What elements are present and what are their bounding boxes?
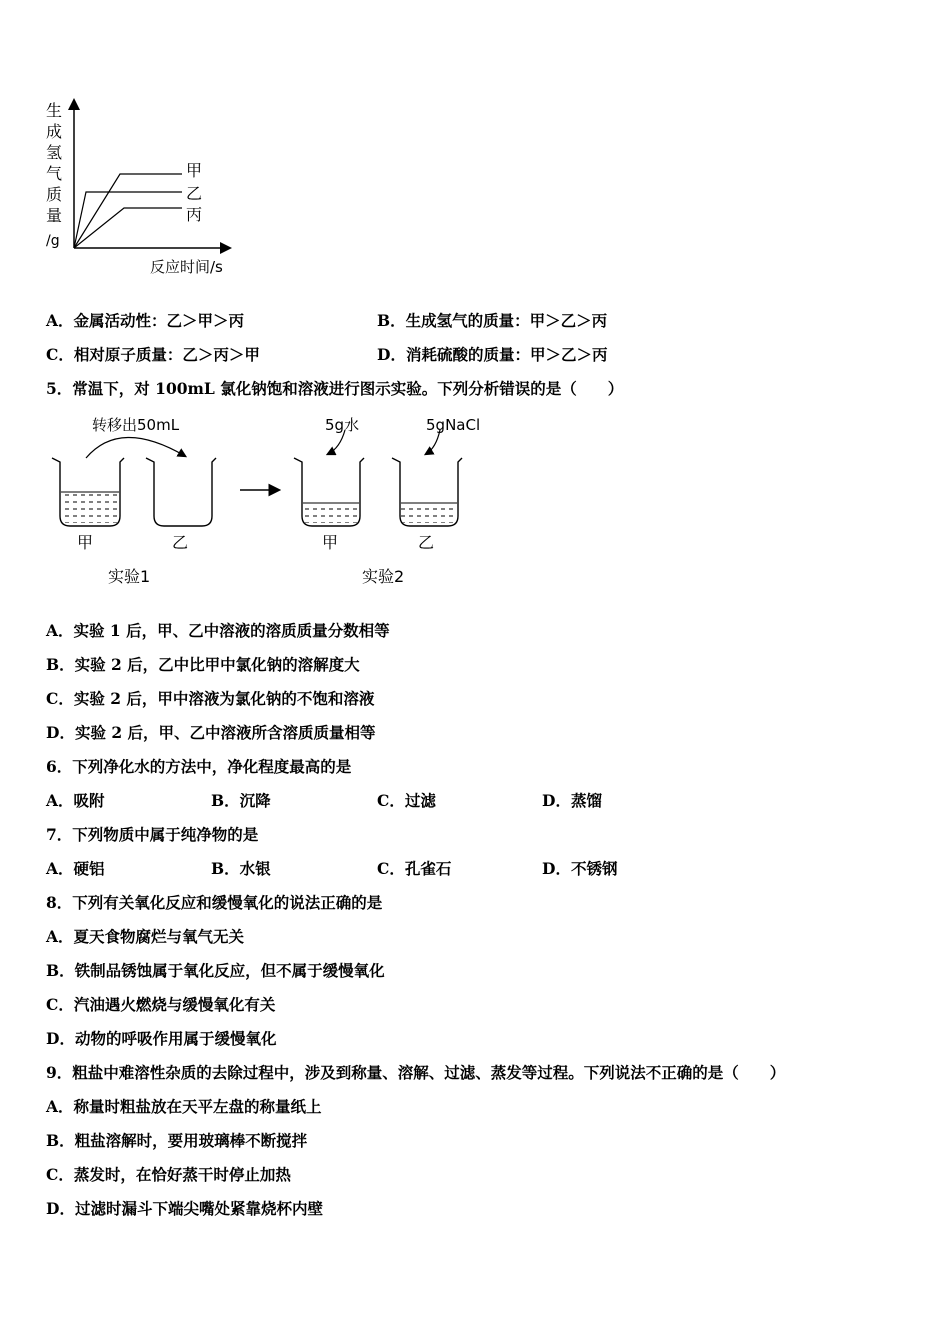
beaker-jia-label-1: 甲 xyxy=(77,533,94,552)
y-label-char: 生 xyxy=(46,101,63,120)
y-label-char: 气 xyxy=(46,164,63,183)
x-axis-label: 反应时间/s xyxy=(150,258,223,276)
beaker-yi-exp1 xyxy=(146,458,216,526)
q8-option-a[interactable]: A．夏天食物腐烂与氧气无关 xyxy=(46,927,245,946)
q4-options-row1 xyxy=(46,311,906,331)
legend-bing: 丙 xyxy=(186,205,203,224)
q6-option-c[interactable]: C．过滤 xyxy=(377,791,436,810)
beaker-jia-exp2 xyxy=(294,458,364,526)
beaker-jia-exp1 xyxy=(52,458,124,526)
q6-option-b[interactable]: B．沉降 xyxy=(211,791,271,810)
q4-option-a[interactable]: A．金属活动性：乙＞甲＞丙 xyxy=(46,311,245,330)
y-axis-label xyxy=(46,101,62,249)
q7-option-a[interactable]: A．硬铝 xyxy=(46,859,105,878)
water-label: 5g水 xyxy=(325,416,360,434)
q7-options xyxy=(46,859,906,879)
beaker-jia-label-2: 甲 xyxy=(322,533,339,552)
y-label-char: 成 xyxy=(46,122,63,141)
q9-stem: 9．粗盐中难溶性杂质的去除过程中，涉及到称量、溶解、过滤、蒸发等过程。下列说法不正确的是（ ） xyxy=(46,1063,786,1082)
curve-yi xyxy=(74,192,182,248)
y-label-char: 氢 xyxy=(46,143,63,162)
exp2-label: 实验2 xyxy=(362,567,405,586)
nacl-label: 5gNaCl xyxy=(426,416,481,434)
q5-option-a[interactable]: A．实验 1 后，甲、乙中溶液的溶质质量分数相等 xyxy=(46,621,390,640)
legend-yi: 乙 xyxy=(186,184,203,203)
y-label-char: /g xyxy=(46,233,60,249)
q8-stem: 8．下列有关氧化反应和缓慢氧化的说法正确的是 xyxy=(46,893,383,912)
q8-option-d[interactable]: D．动物的呼吸作用属于缓慢氧化 xyxy=(46,1029,277,1048)
q4-options-row2 xyxy=(46,345,906,365)
q5-option-c[interactable]: C．实验 2 后，甲中溶液为氯化钠的不饱和溶液 xyxy=(46,689,375,708)
beaker-yi-label-1: 乙 xyxy=(172,533,189,552)
curve-bing xyxy=(74,208,182,248)
legend-jia: 甲 xyxy=(186,161,203,180)
exp1-label: 实验1 xyxy=(108,567,151,586)
q6-stem: 6．下列净化水的方法中，净化程度最高的是 xyxy=(46,757,352,776)
beaker-yi-exp2 xyxy=(392,458,462,526)
curve-jia xyxy=(74,174,182,248)
y-label-char: 质 xyxy=(46,185,63,204)
beaker-yi-label-2: 乙 xyxy=(418,533,435,552)
q5-option-b[interactable]: B．实验 2 后，乙中比甲中氯化钠的溶解度大 xyxy=(46,655,360,674)
q9-option-b[interactable]: B．粗盐溶解时，要用玻璃棒不断搅拌 xyxy=(46,1131,308,1150)
q4-option-b[interactable]: B．生成氢气的质量：甲＞乙＞丙 xyxy=(377,311,608,330)
y-label-char: 量 xyxy=(46,206,63,225)
q5-experiment-figure xyxy=(40,408,500,598)
q7-option-b[interactable]: B．水银 xyxy=(211,859,271,878)
transfer-arrow xyxy=(86,437,185,458)
q8-option-b[interactable]: B．铁制品锈蚀属于氧化反应，但不属于缓慢氧化 xyxy=(46,961,385,980)
q5-stem: 5．常温下，对 100mL 氯化钠饱和溶液进行图示实验。下列分析错误的是（ ） xyxy=(46,379,624,398)
hydrogen-mass-graph xyxy=(40,96,250,281)
q9-option-a[interactable]: A．称量时粗盐放在天平左盘的称量纸上 xyxy=(46,1097,322,1116)
q4-option-d[interactable]: D．消耗硫酸的质量：甲＞乙＞丙 xyxy=(377,345,608,364)
q5-option-d[interactable]: D．实验 2 后，甲、乙中溶液所含溶质质量相等 xyxy=(46,723,376,742)
q9-option-d[interactable]: D．过滤时漏斗下端尖嘴处紧靠烧杯内壁 xyxy=(46,1199,323,1218)
q4-option-c[interactable]: C．相对原子质量：乙＞丙＞甲 xyxy=(46,345,260,364)
q9-option-c[interactable]: C．蒸发时，在恰好蒸干时停止加热 xyxy=(46,1165,291,1184)
q6-option-a[interactable]: A．吸附 xyxy=(46,791,105,810)
q6-option-d[interactable]: D．蒸馏 xyxy=(542,791,602,810)
transfer-label: 转移出50mL xyxy=(92,416,180,434)
q7-option-c[interactable]: C．孔雀石 xyxy=(377,859,452,878)
q7-stem: 7．下列物质中属于纯净物的是 xyxy=(46,825,259,844)
q6-options xyxy=(46,791,906,811)
q7-option-d[interactable]: D．不锈钢 xyxy=(542,859,618,878)
q8-option-c[interactable]: C．汽油遇火燃烧与缓慢氧化有关 xyxy=(46,995,276,1014)
